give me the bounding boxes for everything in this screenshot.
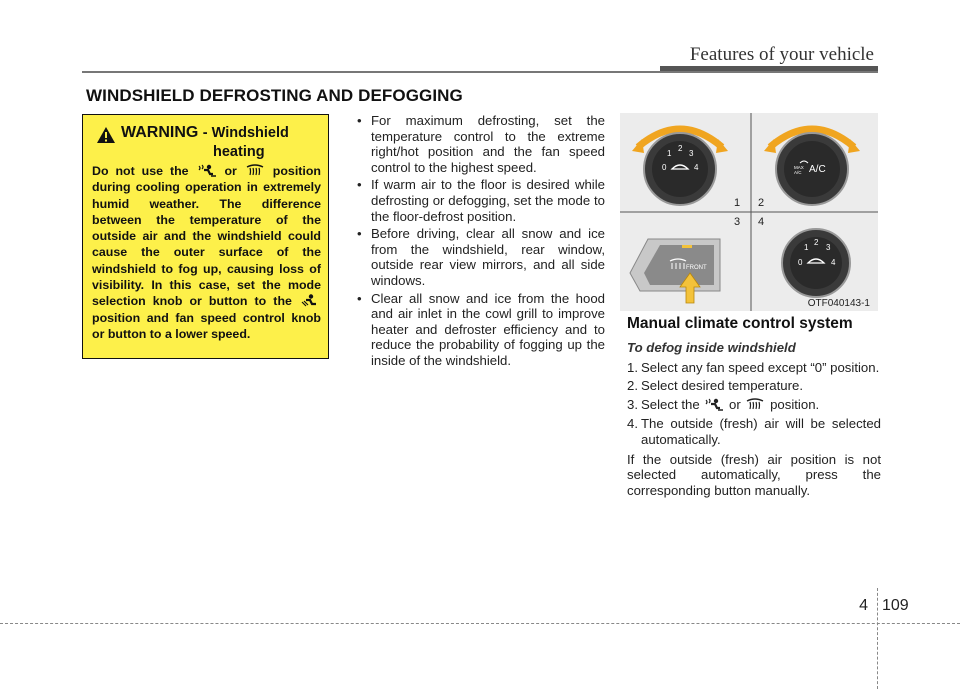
defrost-tips [357,113,605,371]
knob-mark: 1 [667,149,672,158]
note-text: If the outside (fresh) air position is not selected automatically, press the corresponding button manually. [627,451,881,499]
front-label: FRONT [686,265,707,271]
footer-rule [0,623,960,624]
climate-control-figure [620,113,878,311]
section-title: WINDSHIELD DEFROSTING AND DEFOGGING [86,86,463,105]
quadrant-label: 1 [734,197,741,209]
warning-triangle-icon [96,126,116,144]
quadrant-label: 4 [758,216,765,228]
knob-mark: 1 [804,243,809,252]
step-number: 1. [627,359,638,375]
warning-text-3: position during cooling operation in extremely humid weather. The difference between the temperature of the outside air and the windshield could cause the outer surface of the windshield to fog up, causing loss of visibility. In this case, set the mode selection knob or button to the [92,164,321,309]
knob-mark: 2 [814,238,819,247]
warning-subtitle: - Windshield [202,125,289,141]
tip-item: • Clear all snow and ice from the hood and air inlet in the cowl grill to improve heater and defroster efficiency and to reduce the probability of fogging up the inside of the windshield. [357,291,605,369]
step-number: 3. [627,397,638,413]
step-text: Select desired temperature. [641,378,803,394]
ac-label: A/C [809,164,826,175]
defrost-icon [244,164,266,177]
floor-mode-icon [299,294,321,307]
chapter-number: 4 [859,597,868,614]
tip-item: • If warm air to the floor is desired while defrosting or defogging, set the mode to the floor-defrost position. [357,177,605,224]
warning-text-1: Do not use the [92,164,189,178]
knob-mark: 3 [826,243,831,252]
step-item [627,360,881,376]
running-header: Features of your vehicle [689,44,874,65]
subsection-title: Manual climate control system [627,315,853,332]
step-text: Select the [641,397,700,413]
quadrant-label: 3 [734,216,741,228]
warning-subtitle-2: heating [213,144,265,160]
floor-defrost-icon [196,164,218,177]
warning-word: WARNING [121,124,199,141]
step-text: or [729,397,741,413]
step-number: 4. [627,415,638,431]
header-rule [82,71,878,73]
step-item [627,378,881,394]
manual-climate-section [627,316,881,499]
step-item [627,416,881,448]
knob-mark: 0 [798,258,803,267]
tip-item: • Before driving, clear all snow and ice from the windshield, rear window, outside rear view mirrors, and all side windows. [357,226,605,288]
defrost-icon [744,398,766,411]
floor-defrost-icon [703,398,725,411]
figure-caption: OTF040143-1 [807,298,870,309]
step-text: The outside (fresh) air will be selected automatically. [641,415,881,447]
warning-label [121,124,289,142]
page-number [850,597,909,615]
knob-mark: 4 [831,258,836,267]
quadrant-label: 2 [758,197,765,209]
climate-control-illustration [620,113,878,311]
knob-mark: 3 [689,149,694,158]
procedure-title: To defog inside windshield [627,339,796,355]
max-ac-label: A/C [794,170,802,175]
step-text: Select any fan speed except “0” position. [641,359,880,375]
warning-box [82,114,329,359]
page-number-value: 109 [882,597,909,614]
knob-mark: 4 [694,163,699,172]
warning-text-2: or [224,164,237,178]
knob-mark: 2 [678,144,683,153]
step-item [627,397,881,413]
step-text: position. [770,397,820,413]
warning-text [92,163,321,342]
warning-text-4: position and fan speed control knob or button to a lower speed. [92,310,321,341]
tip-item: • For maximum defrosting, set the temperature control to the extreme right/hot position and the fan speed control to the highest speed. [357,113,605,175]
step-number: 2. [627,378,638,394]
knob-mark: 0 [662,163,667,172]
max-label: MAX [794,165,804,170]
